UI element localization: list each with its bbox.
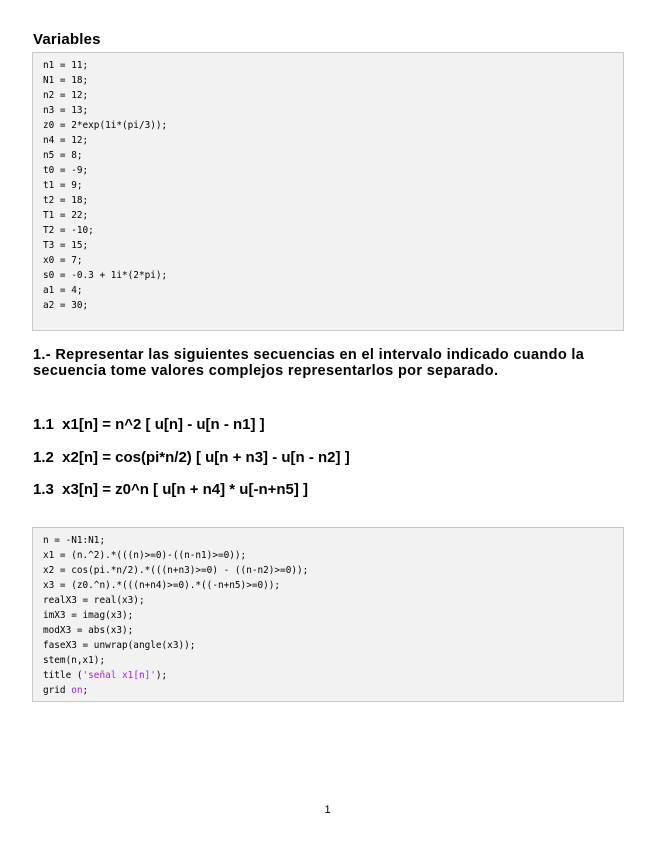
section-title: Variables bbox=[33, 31, 101, 48]
code-line: realX3 = real(x3); bbox=[43, 595, 145, 606]
code-line: modX3 = abs(x3); bbox=[43, 625, 134, 636]
code-line: imX3 = imag(x3); bbox=[43, 610, 134, 621]
code-line: x0 = 7; bbox=[43, 255, 83, 266]
script-code-block bbox=[32, 527, 624, 702]
keyword-literal: on bbox=[71, 685, 83, 696]
code-line: x3 = (z0.^n).*(((n+n4)>=0).*((-n+n5)>=0)); bbox=[43, 580, 281, 591]
code-token: ; bbox=[82, 685, 89, 696]
code-line: n3 = 13; bbox=[43, 105, 89, 116]
code-line: x1 = (n.^2).*(((n)>=0)-((n-n1)>=0)); bbox=[43, 550, 247, 561]
code-token: grid bbox=[43, 685, 72, 696]
code-line: N1 = 18; bbox=[43, 75, 89, 86]
code-line: n4 = 12; bbox=[43, 135, 89, 146]
exercise-item-2: 1.2 x2[n] = cos(pi*n/2) [ u[n + n3] - u[n - n2] ] bbox=[33, 449, 350, 466]
code-line: a1 = 4; bbox=[43, 285, 83, 296]
page-number: 1 bbox=[324, 804, 331, 816]
code-line: faseX3 = unwrap(angle(x3)); bbox=[43, 640, 196, 651]
exercise-item-1: 1.1 x1[n] = n^2 [ u[n] - u[n - n1] ] bbox=[33, 416, 265, 433]
code-line: T1 = 22; bbox=[43, 210, 89, 221]
code-line: n5 = 8; bbox=[43, 150, 83, 161]
code-line-title bbox=[43, 668, 613, 683]
exercise-statement: 1.- Representar las siguientes secuencias en el intervalo indicado cuando la secuencia tome valores complejos representarlos por separado. bbox=[33, 347, 585, 379]
code-line: s0 = -0.3 + 1i*(2*pi); bbox=[43, 270, 168, 281]
string-literal: 'señal x1[n]' bbox=[82, 670, 156, 681]
code-line: x2 = cos(pi.*n/2).*(((n+n3)>=0) - ((n-n2)>=0)); bbox=[43, 565, 309, 576]
code-token: ); bbox=[155, 670, 168, 681]
code-line: T2 = -10; bbox=[43, 225, 94, 236]
code-line: t2 = 18; bbox=[43, 195, 89, 206]
code-line: n2 = 12; bbox=[43, 90, 89, 101]
variables-code-block bbox=[32, 52, 624, 331]
code-line: n1 = 11; bbox=[43, 60, 89, 71]
code-line: t1 = 9; bbox=[43, 180, 83, 191]
code-line: T3 = 15; bbox=[43, 240, 89, 251]
code-line: n = -N1:N1; bbox=[43, 535, 106, 546]
code-line: z0 = 2*exp(1i*(pi/3)); bbox=[43, 120, 168, 131]
code-line-grid bbox=[43, 683, 613, 698]
exercise-item-3: 1.3 x3[n] = z0^n [ u[n + n4] * u[-n+n5] ] bbox=[33, 481, 309, 498]
code-line: t0 = -9; bbox=[43, 165, 89, 176]
code-line: a2 = 30; bbox=[43, 300, 89, 311]
code-token: title ( bbox=[43, 670, 83, 681]
code-line: stem(n,x1); bbox=[43, 655, 106, 666]
